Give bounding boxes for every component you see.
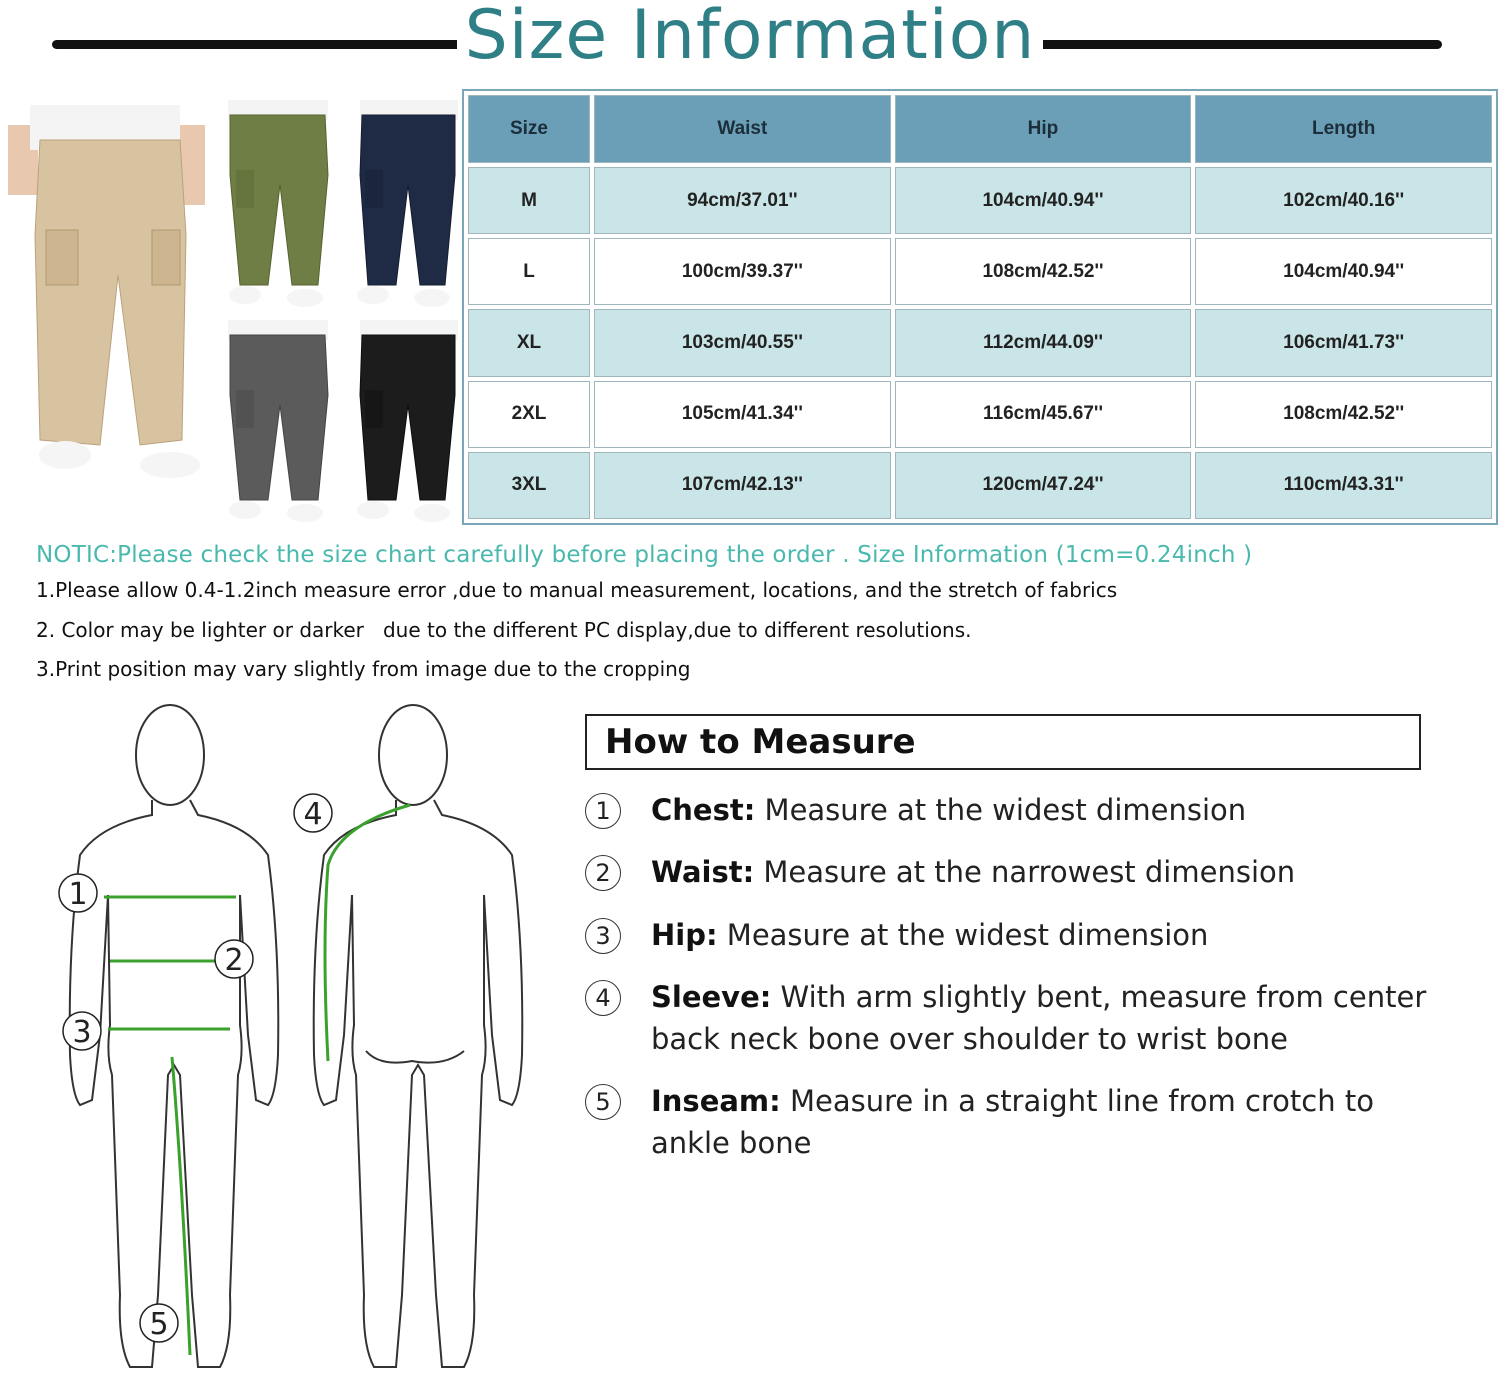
measure-desc: With arm slightly bent, measure from center back neck bone over shoulder to wrist bone	[651, 980, 1427, 1056]
marker-5: 5	[149, 1307, 169, 1342]
cell-size: L	[468, 238, 590, 305]
marker-3: 3	[72, 1015, 92, 1050]
cell-waist: 100cm/39.37''	[594, 238, 891, 305]
how-to-measure-box	[585, 714, 1421, 770]
cell-size: XL	[468, 309, 590, 376]
note-1: 1.Please allow 0.4-1.2inch measure error ,due to manual measurement, locations, and the stretch of fabrics	[36, 578, 1118, 602]
how-to-measure-title: How to Measure	[605, 722, 916, 762]
page-title-text: Size Information	[457, 0, 1044, 75]
measure-label: Chest:	[651, 793, 756, 827]
measure-desc: Measure at the widest dimension	[755, 793, 1247, 827]
measure-text	[651, 914, 1441, 956]
measure-text	[651, 851, 1441, 893]
measure-desc: Measure at the widest dimension	[717, 918, 1209, 952]
cell-waist: 103cm/40.55''	[594, 309, 891, 376]
cell-length: 102cm/40.16''	[1195, 167, 1492, 234]
measure-label: Inseam:	[651, 1084, 781, 1118]
marker-1: 1	[68, 877, 88, 912]
table-row	[468, 238, 1492, 305]
measure-number: 3	[585, 918, 621, 954]
cell-hip: 120cm/47.24''	[895, 452, 1192, 519]
header-length: Length	[1195, 95, 1492, 163]
cell-size: 2XL	[468, 381, 590, 448]
product-photos	[0, 95, 460, 535]
measurement-figure	[40, 695, 560, 1394]
notice-text: NOTIC:Please check the size chart carefully before placing the order . Size Information (1cm=0.24inch )	[36, 542, 1253, 568]
table-row	[468, 381, 1492, 448]
pants-photo-group	[0, 95, 460, 535]
header-hip: Hip	[895, 95, 1192, 163]
navy-pants-photo	[357, 100, 458, 307]
cell-hip: 108cm/42.52''	[895, 238, 1192, 305]
measure-text	[651, 1080, 1441, 1164]
page-title	[0, 0, 1500, 76]
table-header-row	[468, 95, 1492, 163]
cell-size: M	[468, 167, 590, 234]
grey-pants-photo	[228, 320, 328, 522]
black-pants-photo	[357, 320, 458, 522]
green-pants-photo	[228, 100, 328, 307]
size-table	[462, 89, 1498, 525]
marker-2: 2	[224, 943, 244, 978]
measure-number: 2	[585, 855, 621, 891]
measure-number: 1	[585, 793, 621, 829]
cell-length: 108cm/42.52''	[1195, 381, 1492, 448]
cell-waist: 105cm/41.34''	[594, 381, 891, 448]
measure-desc: Measure in a straight line from crotch to ankle bone	[651, 1084, 1374, 1160]
table-row	[468, 167, 1492, 234]
measure-text	[651, 976, 1441, 1060]
cell-length: 106cm/41.73''	[1195, 309, 1492, 376]
measure-label: Waist:	[651, 855, 755, 889]
measure-desc: Measure at the narrowest dimension	[754, 855, 1296, 889]
marker-4: 4	[303, 797, 323, 832]
cell-hip: 112cm/44.09''	[895, 309, 1192, 376]
measure-label: Sleeve:	[651, 980, 772, 1014]
cell-hip: 116cm/45.67''	[895, 381, 1192, 448]
marker-group	[59, 794, 332, 1342]
header-size: Size	[468, 95, 590, 163]
table-row	[468, 309, 1492, 376]
cell-waist: 107cm/42.13''	[594, 452, 891, 519]
header-waist: Waist	[594, 95, 891, 163]
body-outline-diagram	[40, 695, 560, 1389]
note-3: 3.Print position may vary slightly from image due to the cropping	[36, 657, 691, 681]
note-2: 2. Color may be lighter or darker due to the different PC display,due to different resolutions.	[36, 618, 972, 642]
cell-length: 104cm/40.94''	[1195, 238, 1492, 305]
cell-waist: 94cm/37.01''	[594, 167, 891, 234]
cell-length: 110cm/43.31''	[1195, 452, 1492, 519]
table-row	[468, 452, 1492, 519]
measure-number: 4	[585, 980, 621, 1016]
measure-label: Hip:	[651, 918, 718, 952]
khaki-pants-photo	[8, 105, 205, 478]
measure-number: 5	[585, 1084, 621, 1120]
measure-text	[651, 789, 1441, 831]
cell-hip: 104cm/40.94''	[895, 167, 1192, 234]
cell-size: 3XL	[468, 452, 590, 519]
